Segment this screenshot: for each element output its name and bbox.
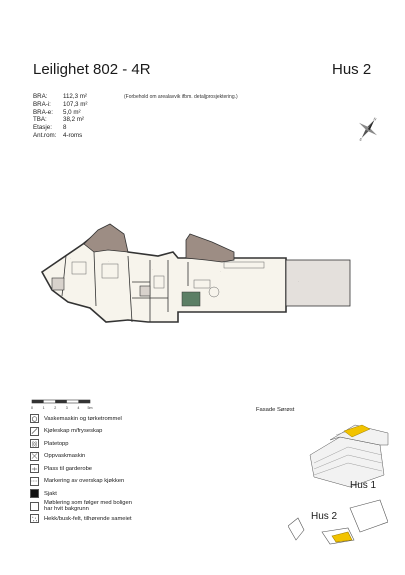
balcony-left: [84, 224, 128, 252]
spec-label: BRA-e:: [33, 108, 53, 116]
spec-row: [33, 93, 87, 101]
legend-label: Møblering som følger med boligen har hvit bakgrunn: [44, 499, 132, 513]
spec-label: Ant.rom:: [33, 131, 57, 139]
site-hus2-label: Hus 2: [311, 511, 338, 522]
legend-item: [30, 475, 205, 487]
legend-label: Kjøleskap m/fryseskap: [44, 428, 103, 435]
stovetop-icon: [30, 439, 39, 448]
spec-value: 112,3 m²: [63, 93, 87, 100]
legend-label: Oppvaskmaskin: [44, 453, 86, 460]
legend: [30, 413, 205, 525]
facade-label: Fasade Sørøst: [256, 407, 295, 413]
scale-tick-label: 2: [54, 406, 57, 410]
disclaimer-note: (Forbehold om arealavvik ifbm. detaljprosjektering.): [124, 94, 238, 100]
scale-bar: [30, 398, 94, 412]
spec-value: 107,3 m²: [63, 100, 88, 108]
page-title: Leilighet 802 - 4R: [33, 61, 151, 78]
svg-text:·: ·: [220, 269, 221, 273]
legend-item: [30, 463, 205, 475]
spec-label: TBA:: [33, 116, 47, 124]
site-hus1-label: Hus 1: [350, 480, 377, 491]
svg-text:·: ·: [152, 267, 153, 271]
spec-label: Etasje:: [33, 124, 52, 132]
legend-label: Vaskemaskin og tørketrommel: [44, 415, 122, 422]
upper-cabinet-icon: [30, 477, 39, 486]
spec-row: [33, 132, 87, 140]
compass-south-label: S: [358, 137, 363, 142]
spec-label: BRA:: [33, 93, 48, 100]
legend-label: Sjakt: [44, 490, 57, 497]
terrace: [286, 260, 350, 306]
svg-text:·: ·: [298, 279, 299, 283]
compass-icon: [355, 116, 381, 142]
scale-tick-label: 0: [31, 406, 33, 410]
furniture-icon: [30, 502, 39, 511]
wardrobe-icon: [30, 464, 39, 473]
spec-row: [33, 109, 87, 117]
legend-item: [30, 438, 205, 450]
spec-row: [33, 116, 87, 124]
spec-value: 4-roms: [63, 131, 83, 139]
fridge-icon: [30, 427, 39, 436]
scale-tick-label: 4: [77, 406, 80, 410]
spec-value: 5,0 m²: [63, 108, 81, 116]
facade-drawing: [300, 415, 390, 490]
area-specs: [33, 93, 87, 140]
legend-item: [30, 413, 205, 425]
legend-label: Hekk/busk-felt, tilhørende sameiet: [44, 515, 132, 522]
balcony-right: [186, 234, 234, 262]
compass-north-label: N: [372, 116, 378, 122]
site-plan: [288, 490, 388, 545]
scale-tick-label: 5m: [87, 406, 93, 410]
floor-plan: [28, 222, 360, 332]
spec-value: 38,2 m²: [63, 116, 84, 124]
spec-row: [33, 124, 87, 132]
washing-machine-icon: [30, 414, 39, 423]
legend-item: [30, 488, 205, 500]
shaft-icon: [30, 489, 39, 498]
legend-label: Markering av overskap kjøkken: [44, 478, 125, 485]
legend-item: [30, 500, 205, 512]
dishwasher-icon: [30, 452, 39, 461]
hedge-icon: [30, 514, 39, 523]
svg-text:·: ·: [108, 259, 109, 263]
spec-value: 8: [63, 124, 67, 132]
legend-item: [30, 513, 205, 525]
scale-tick-label: 1: [42, 406, 45, 410]
svg-text:·: ·: [70, 256, 71, 260]
spec-label: BRA-i:: [33, 100, 51, 108]
legend-label: Plass til garderobe: [44, 465, 93, 472]
legend-label: Platetopp: [44, 440, 69, 447]
building-title: Hus 2: [332, 61, 372, 78]
spec-row: [33, 101, 87, 109]
legend-item: [30, 450, 205, 462]
legend-item: [30, 425, 205, 437]
scale-tick-label: 3: [65, 406, 68, 410]
